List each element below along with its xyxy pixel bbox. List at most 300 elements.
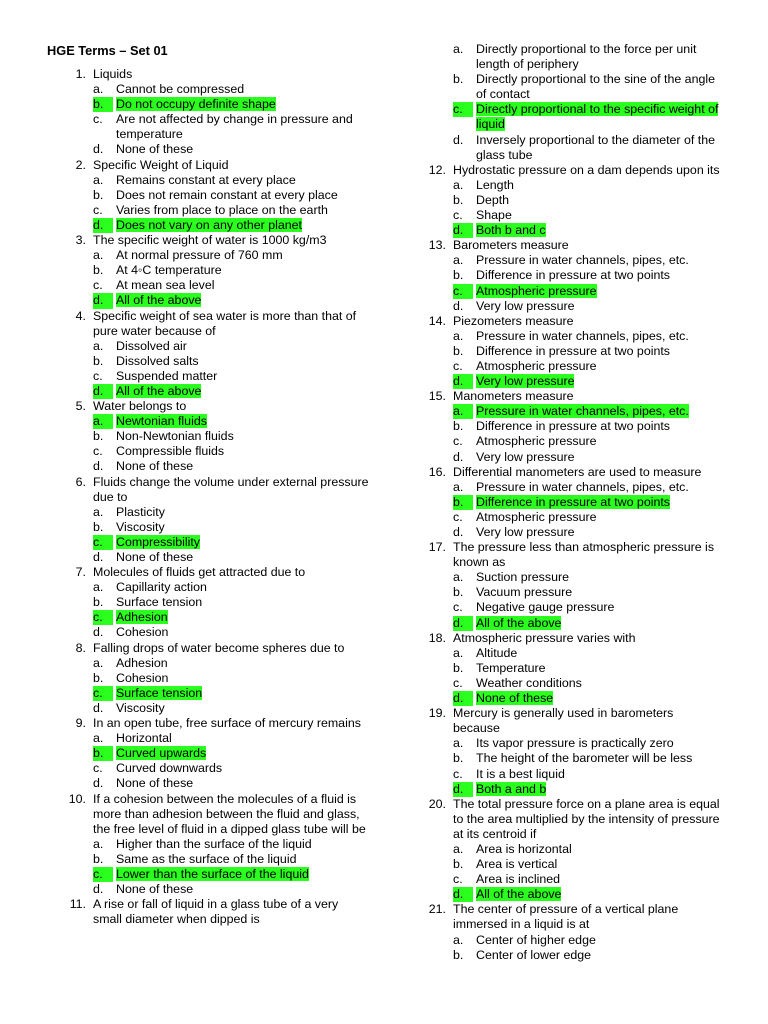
- answer-option: [453, 419, 720, 434]
- question-stem: [420, 902, 720, 932]
- answer-option: [93, 867, 370, 882]
- option-letter: c.: [453, 600, 463, 615]
- answer-option: [453, 133, 720, 163]
- answer-option: [453, 782, 720, 797]
- option-text: Depth: [476, 192, 510, 207]
- answer-option: [93, 384, 370, 399]
- answer-option: [93, 852, 370, 867]
- answer-text-wrap: [116, 701, 165, 715]
- answer-text-wrap: [116, 339, 187, 353]
- option-text: Atmospheric pressure: [476, 358, 597, 373]
- option-text: Directly proportional to the sine of the angle of contact: [476, 72, 716, 102]
- option-letter: a.: [453, 404, 473, 419]
- question-number: 8.: [75, 640, 86, 655]
- option-list: [60, 339, 370, 399]
- option-text: All of the above: [476, 615, 562, 630]
- answer-text-wrap: [476, 434, 597, 448]
- option-letter: c.: [453, 434, 463, 449]
- question-number: 12.: [428, 162, 446, 177]
- option-text: Difference in pressure at two points: [476, 419, 670, 434]
- option-letter: a.: [453, 177, 464, 192]
- question-text: Molecules of fluids get attracted due to: [93, 565, 306, 580]
- option-letter: d.: [453, 525, 464, 539]
- question-number: 15.: [428, 389, 446, 404]
- option-text: Non-Newtonian fluids: [116, 429, 234, 444]
- answer-option: [453, 359, 720, 374]
- option-text: All of the above: [116, 383, 202, 398]
- question-text: Specific weight of sea water is more than that of pure water because of: [93, 308, 357, 338]
- answer-option: [453, 933, 720, 948]
- question-text: Water belongs to: [93, 399, 187, 414]
- option-text: All of the above: [116, 293, 202, 308]
- option-list: [60, 414, 370, 474]
- option-letter: d.: [93, 459, 104, 474]
- answer-text-wrap: [476, 525, 574, 539]
- answer-option: [453, 585, 720, 600]
- answer-option: [453, 480, 720, 495]
- option-letter: c.: [453, 675, 463, 690]
- answer-text-wrap: [476, 299, 574, 313]
- question-stem: [420, 314, 720, 329]
- answer-option: [93, 505, 370, 520]
- question-block: [60, 475, 370, 566]
- option-text: Both a and b: [476, 781, 547, 796]
- option-text: Capillarity action: [116, 580, 207, 595]
- answer-text-wrap: [116, 173, 296, 187]
- question-number: 7.: [75, 565, 86, 580]
- option-text: Center of lower edge: [476, 947, 592, 962]
- answer-option: [453, 208, 720, 223]
- option-letter: c.: [93, 278, 103, 293]
- option-letter: c.: [93, 202, 103, 217]
- option-list: [420, 178, 720, 238]
- option-letter: c.: [453, 872, 463, 887]
- answer-text-wrap: [476, 646, 517, 660]
- question-block: [60, 67, 370, 158]
- answer-text-wrap: [116, 761, 222, 775]
- highlighted-answer: [476, 102, 718, 131]
- question-block: [420, 465, 720, 540]
- option-text: Horizontal: [116, 731, 172, 746]
- answer-text-wrap: [476, 736, 674, 750]
- option-text: Dissolved air: [116, 338, 187, 353]
- answer-text-wrap: [116, 112, 353, 141]
- question-block: [420, 314, 720, 389]
- answer-option: [453, 404, 720, 419]
- question-text: Barometers measure: [453, 238, 569, 253]
- option-letter: c.: [453, 766, 463, 781]
- option-text: Same as the surface of the liquid: [116, 851, 297, 866]
- answer-text-wrap: [476, 570, 569, 584]
- answer-option: [453, 450, 720, 465]
- option-letter: b.: [453, 585, 464, 600]
- question-block: [420, 631, 720, 706]
- answer-option: [453, 193, 720, 208]
- question-text: Differential manometers are used to measure: [453, 464, 702, 479]
- option-letter: d.: [453, 782, 473, 797]
- question-text: The pressure less than atmospheric pressure is known as: [453, 540, 715, 570]
- question-stem: [60, 158, 370, 173]
- option-text: Does not remain constant at every place: [116, 187, 338, 202]
- answer-text-wrap: [476, 767, 565, 781]
- option-letter: b.: [453, 857, 464, 872]
- highlighted-answer: [116, 97, 276, 111]
- option-text: Surface tension: [116, 685, 203, 700]
- answer-option: [93, 188, 370, 203]
- option-letter: a.: [453, 736, 464, 751]
- option-list: [420, 933, 720, 963]
- option-text: Weather conditions: [476, 675, 582, 690]
- option-text: Does not vary on any other planet: [116, 217, 302, 232]
- question-text: Falling drops of water become spheres due to: [93, 640, 345, 655]
- highlighted-answer: [476, 887, 561, 901]
- question-text: Atmospheric pressure varies with: [453, 630, 636, 645]
- option-text: Pressure in water channels, pipes, etc.: [476, 328, 689, 343]
- question-text: Mercury is generally used in barometers because: [453, 706, 674, 736]
- option-letter: a.: [93, 655, 104, 670]
- answer-text-wrap: [116, 459, 193, 473]
- answer-text-wrap: [476, 751, 692, 765]
- answer-option: [93, 837, 370, 852]
- question-block: [60, 158, 370, 233]
- option-list: [420, 253, 720, 313]
- answer-text-wrap: [116, 776, 193, 790]
- option-letter: d.: [93, 700, 104, 715]
- answer-text-wrap: [476, 42, 696, 71]
- question-block: [60, 399, 370, 474]
- question-block: [60, 897, 370, 927]
- option-text: Surface tension: [116, 595, 203, 610]
- answer-option: [93, 82, 370, 97]
- option-text: None of these: [116, 550, 194, 564]
- answer-option: [453, 872, 720, 887]
- left-column: [60, 67, 370, 927]
- option-text: Dissolved salts: [116, 353, 199, 368]
- answer-text-wrap: [116, 550, 193, 564]
- option-text: Plasticity: [116, 504, 165, 519]
- option-letter: a.: [453, 328, 464, 343]
- option-text: Higher than the surface of the liquid: [116, 836, 312, 851]
- answer-text-wrap: [116, 444, 224, 458]
- answer-text-wrap: [116, 595, 202, 609]
- option-letter: b.: [93, 670, 104, 685]
- option-letter: a.: [453, 253, 464, 268]
- answer-option: [453, 329, 720, 344]
- option-text: Viscosity: [116, 700, 165, 715]
- question-number: 11.: [69, 897, 86, 912]
- option-letter: b.: [453, 495, 473, 510]
- question-text: A rise or fall of liquid in a glass tube of a very small diameter when dipped is: [93, 897, 339, 927]
- question-stem: [60, 565, 370, 580]
- question-stem: [60, 897, 370, 927]
- option-letter: a.: [93, 580, 104, 595]
- option-letter: d.: [93, 142, 104, 157]
- answer-option: [93, 293, 370, 308]
- option-text: Viscosity: [116, 519, 165, 534]
- option-text: Negative gauge pressure: [476, 600, 615, 615]
- option-letter: b.: [453, 947, 464, 962]
- option-letter: a.: [93, 414, 113, 429]
- option-text: Area is vertical: [476, 857, 558, 872]
- answer-option: [453, 661, 720, 676]
- question-text: Piezometers measure: [453, 313, 574, 328]
- answer-option: [453, 570, 720, 585]
- question-stem: [60, 792, 370, 837]
- highlighted-answer: [476, 691, 553, 705]
- question-number: 13.: [428, 238, 446, 253]
- answer-text-wrap: [476, 419, 670, 433]
- option-text: Remains constant at every place: [116, 172, 296, 187]
- highlighted-answer: [116, 414, 207, 428]
- answer-option: [93, 731, 370, 746]
- question-text: Fluids change the volume under external pressure due to: [93, 474, 369, 504]
- option-text: Area is inclined: [476, 872, 561, 887]
- option-letter: b.: [453, 72, 464, 87]
- option-letter: d.: [93, 882, 104, 897]
- answer-option: [93, 520, 370, 535]
- option-text: At 4◦C temperature: [116, 263, 222, 278]
- answer-text-wrap: [116, 142, 193, 156]
- answer-option: [93, 218, 370, 233]
- option-text: Lower than the surface of the liquid: [116, 866, 309, 881]
- answer-text-wrap: [116, 671, 168, 685]
- question-number: 10.: [68, 791, 86, 806]
- answer-option: [93, 550, 370, 565]
- option-text: Pressure in water channels, pipes, etc.: [476, 253, 689, 268]
- option-text: Length: [476, 177, 514, 192]
- option-text: Its vapor pressure is practically zero: [476, 736, 674, 751]
- answer-option: [93, 459, 370, 474]
- highlighted-answer: [476, 284, 597, 298]
- option-letter: b.: [453, 192, 464, 207]
- answer-option: [453, 767, 720, 782]
- answer-option: [93, 671, 370, 686]
- question-stem: [60, 399, 370, 414]
- option-letter: a.: [453, 841, 464, 856]
- question-text: If a cohesion between the molecules of a fluid is more than adhesion between the fluid and glass, the free level of fluid in a dipped glass tube will be: [93, 791, 366, 836]
- option-text: Cohesion: [116, 670, 169, 685]
- answer-option: [93, 142, 370, 157]
- option-text: Both b and c: [476, 223, 546, 238]
- question-block: [420, 902, 720, 962]
- highlighted-answer: [476, 223, 546, 237]
- answer-text-wrap: [476, 268, 670, 282]
- question-block: [60, 792, 370, 898]
- option-letter: d.: [93, 550, 104, 564]
- question-block: [420, 540, 720, 631]
- option-text: Shape: [476, 208, 512, 223]
- question-number: 5.: [75, 399, 86, 414]
- question-text: The center of pressure of a vertical plane immersed in a liquid is at: [453, 902, 679, 932]
- answer-text-wrap: [476, 872, 560, 886]
- option-letter: b.: [453, 419, 464, 434]
- question-block: [420, 797, 720, 903]
- option-list: [60, 173, 370, 233]
- answer-text-wrap: [116, 369, 217, 383]
- answer-text-wrap: [116, 505, 165, 519]
- option-text: Atmospheric pressure: [476, 283, 597, 298]
- answer-option: [93, 656, 370, 671]
- answer-text-wrap: [476, 253, 689, 267]
- option-letter: c.: [453, 358, 463, 373]
- answer-option: [453, 691, 720, 706]
- highlighted-answer: [476, 404, 689, 418]
- question-block: [420, 706, 720, 797]
- answer-text-wrap: [116, 656, 168, 670]
- option-letter: b.: [93, 851, 104, 866]
- option-letter: a.: [93, 836, 104, 851]
- question-block: [420, 163, 720, 238]
- option-text: Difference in pressure at two points: [476, 494, 670, 509]
- answer-option: [453, 676, 720, 691]
- option-text: Suspended matter: [116, 368, 218, 383]
- option-text: Center of higher edge: [476, 932, 596, 947]
- option-letter: d.: [93, 218, 113, 233]
- option-text: Difference in pressure at two points: [476, 343, 670, 358]
- answer-option: [93, 414, 370, 429]
- option-letter: b.: [453, 751, 464, 766]
- option-text: Cannot be compressed: [116, 82, 245, 97]
- option-letter: d.: [453, 616, 473, 631]
- option-list: [60, 837, 370, 897]
- question-number: 3.: [75, 233, 86, 248]
- option-letter: b.: [93, 97, 113, 112]
- option-letter: c.: [453, 509, 463, 524]
- question-stem: [420, 797, 720, 842]
- option-letter: c.: [453, 102, 473, 117]
- answer-option: [453, 600, 720, 615]
- option-text: Adhesion: [116, 610, 168, 625]
- answer-text-wrap: [116, 429, 234, 443]
- option-text: Area is horizontal: [476, 841, 572, 856]
- option-letter: a.: [453, 42, 464, 56]
- answer-option: [93, 248, 370, 263]
- option-text: Are not affected by change in pressure and temperature: [116, 112, 353, 142]
- document-title: HGE Terms – Set 01: [47, 43, 168, 58]
- answer-text-wrap: [116, 188, 338, 202]
- option-letter: a.: [93, 338, 104, 353]
- answer-option: [93, 263, 370, 278]
- question-text: In an open tube, free surface of mercury remains: [93, 716, 361, 731]
- question-number: 9.: [75, 716, 86, 731]
- answer-text-wrap: [476, 178, 514, 192]
- option-text: Very low pressure: [476, 525, 575, 539]
- answer-option: [93, 625, 370, 640]
- answer-text-wrap: [476, 857, 557, 871]
- option-letter: d.: [453, 374, 473, 389]
- question-block: [60, 641, 370, 716]
- answer-option: [93, 278, 370, 293]
- answer-text-wrap: [476, 585, 572, 599]
- answer-text-wrap: [116, 852, 296, 866]
- highlighted-answer: [116, 535, 200, 549]
- option-text: Altitude: [476, 645, 518, 660]
- answer-option: [453, 887, 720, 902]
- highlighted-answer: [476, 374, 574, 388]
- answer-option: [453, 510, 720, 525]
- question-number: 1.: [75, 67, 86, 81]
- answer-option: [453, 374, 720, 389]
- option-letter: d.: [453, 298, 464, 313]
- option-letter: a.: [93, 504, 104, 519]
- question-number: 16.: [428, 464, 446, 479]
- question-number: 21.: [428, 902, 446, 917]
- option-list: [420, 329, 720, 389]
- answer-text-wrap: [476, 133, 715, 162]
- answer-text-wrap: [116, 248, 283, 262]
- answer-option: [453, 842, 720, 857]
- option-text: Atmospheric pressure: [476, 509, 597, 524]
- answer-option: [93, 369, 370, 384]
- option-letter: d.: [453, 691, 473, 706]
- answer-option: [453, 253, 720, 268]
- question-number: 18.: [428, 630, 446, 645]
- option-text: Curved upwards: [116, 746, 207, 761]
- option-letter: d.: [453, 132, 464, 147]
- answer-option: [453, 102, 720, 132]
- answer-option: [93, 701, 370, 716]
- option-text: At normal pressure of 760 mm: [116, 248, 283, 263]
- option-text: Compressibility: [116, 534, 200, 549]
- option-text: Very low pressure: [476, 449, 575, 464]
- option-letter: b.: [93, 187, 104, 202]
- option-text: The height of the barometer will be less: [476, 751, 693, 766]
- question-stem: [60, 641, 370, 656]
- question-text: Liquids: [93, 67, 133, 81]
- answer-text-wrap: [476, 344, 670, 358]
- answer-option: [453, 178, 720, 193]
- option-list: [60, 82, 370, 157]
- option-text: Inversely proportional to the diameter of the glass tube: [476, 132, 715, 162]
- answer-text-wrap: [116, 580, 207, 594]
- question-block: [60, 716, 370, 791]
- highlighted-answer: [116, 218, 302, 232]
- answer-text-wrap: [476, 948, 591, 962]
- option-letter: c.: [93, 535, 113, 550]
- option-text: Pressure in water channels, pipes, etc.: [476, 479, 689, 494]
- option-letter: d.: [93, 293, 113, 308]
- question-stem: [60, 309, 370, 339]
- answer-option: [93, 610, 370, 625]
- highlighted-answer: [116, 746, 206, 760]
- option-letter: d.: [453, 887, 473, 902]
- answer-option: [453, 646, 720, 661]
- answer-text-wrap: [476, 510, 597, 524]
- option-letter: b.: [453, 660, 464, 675]
- answer-text-wrap: [116, 625, 168, 639]
- option-list: [60, 505, 370, 565]
- highlighted-answer: [476, 495, 670, 509]
- question-block: [60, 233, 370, 308]
- option-text: None of these: [476, 691, 554, 706]
- option-letter: a.: [93, 248, 104, 263]
- answer-text-wrap: [476, 208, 512, 222]
- question-number: 2.: [75, 157, 86, 172]
- answer-text-wrap: [476, 359, 597, 373]
- answer-text-wrap: [116, 837, 312, 851]
- answer-option: [93, 354, 370, 369]
- option-letter: b.: [93, 746, 113, 761]
- option-text: All of the above: [476, 887, 562, 902]
- question-number: 6.: [75, 474, 86, 489]
- option-letter: a.: [93, 731, 104, 746]
- answer-option: [93, 97, 370, 112]
- question-stem: [60, 716, 370, 731]
- answer-text-wrap: [476, 676, 582, 690]
- option-text: Temperature: [476, 660, 546, 675]
- option-letter: d.: [453, 449, 464, 464]
- question-block: [60, 565, 370, 640]
